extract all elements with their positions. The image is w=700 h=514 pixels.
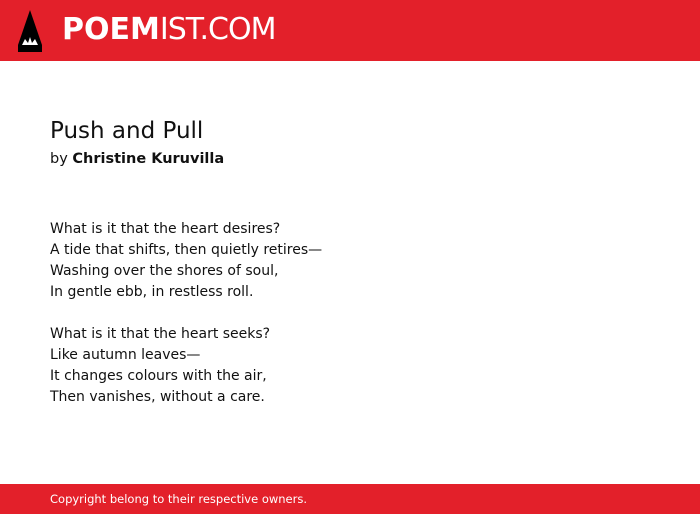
poem-line: Like autumn leaves— [50,347,201,363]
byline-prefix: by [50,151,68,167]
site-logo[interactable] [62,11,275,49]
poem-stanza [50,324,270,408]
pencil-tip-icon[interactable] [17,9,43,52]
logo-text-bold: POEM [62,12,160,47]
poem-byline [50,149,224,169]
poem-line: What is it that the heart seeks? [50,326,271,342]
poem-stanza [50,219,322,303]
poem-line: Then vanishes, without a care. [50,389,265,405]
poem-line: A tide that shifts, then quietly retires— [50,242,323,258]
poem-line: In gentle ebb, in restless roll. [50,284,254,300]
author-name: Christine Kuruvilla [72,151,225,167]
copyright-notice: Copyright belong to their respective owners. [50,492,308,506]
poem-line: Washing over the shores of soul, [50,263,279,279]
logo-text-light: IST.COM [159,12,276,47]
poem-title: Push and Pull [50,118,204,144]
site-footer [0,484,700,514]
site-header [0,0,700,61]
poem-line: What is it that the heart desires? [50,221,281,237]
poem-line: It changes colours with the air, [50,368,267,384]
